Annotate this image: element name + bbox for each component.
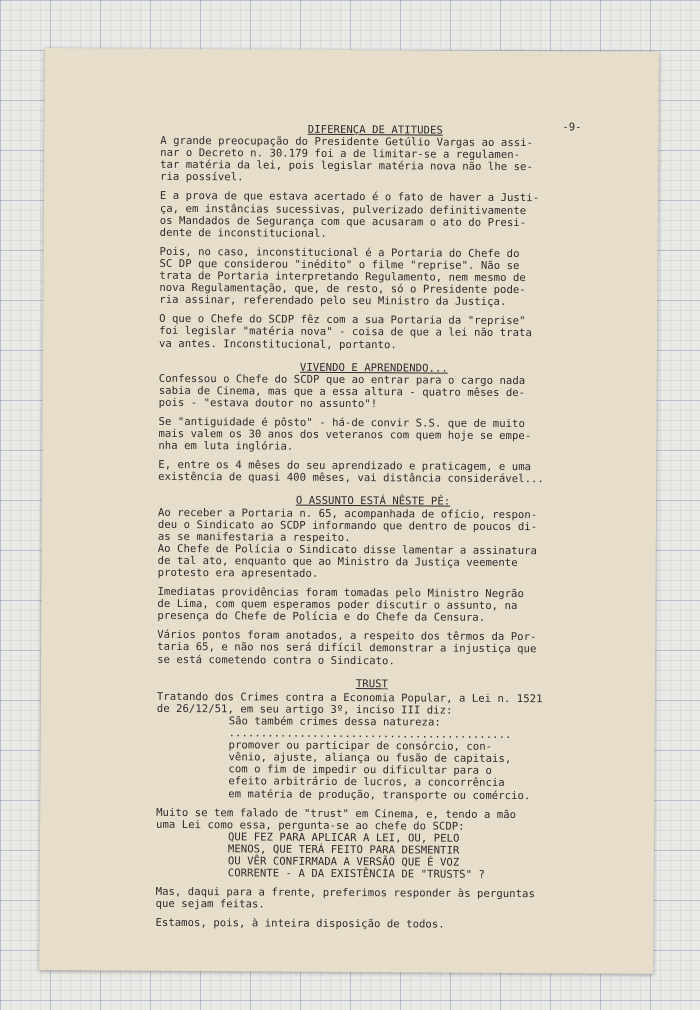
quote-title: São também crimes dessa natureza: — [228, 715, 441, 729]
page-number: -9- — [562, 121, 582, 134]
trust-intro: Tratando dos Crimes contra a Economia Popular, a Lei n. 1521 de 26/12/51, em seu artigo 3º, inciso III diz: — [156, 690, 543, 717]
paragraph: Imediatas providências foram tomadas pelo Ministro Negrão de Lima, com quem esperamos poder discutir o assunto, na presença do Chefe de Polícia e do Chefe da Censura. — [157, 585, 524, 625]
question-block: QUE FEZ PARA APLICAR A LEI, OU, PELO MENOS, QUE TERÁ FEITO PARA DESMENTIR OU VÊR CONFIRMADA A VERSÃO QUE É VOZ CORRENTE - A DA EXISTÊNCIA DE "TRUSTS" ? — [227, 831, 485, 881]
heading-trust: TRUST — [355, 677, 389, 690]
paragraph: Estamos, pois, à inteira disposição de todos. — [155, 917, 445, 931]
paragraph: Confessou o Chefe do SCDP que ao entrar para o cargo nada sabia de Cinema, mas que a essa altura - quatro mêses de- pois - "estava doutor no assunto"! — [158, 372, 526, 411]
heading-vivendo: VIVENDO E APRENDENDO... — [299, 361, 448, 375]
paragraph: Mas, daqui para a frente, preferimos responder às perguntas que sejam feitas. — [155, 885, 535, 911]
law-quote: promover ou participar de consórcio, con- vênio, ajuste, aliança ou fusão de capitais, com o fim de impedir ou dificultar para o efeito arbitrário de lucros, a concorrência em matéria de produção, transporte ou comércio. — [228, 739, 531, 802]
paragraph: Pois, no caso, inconstitucional é a Portaria do Chefe do SC DP que considerou "inédito" o filme "reprise". Não se trata de Portaria interpretando Regulamento, nem mesmo de nova Regulamentação, que, de resto, só o Presidente pode- ria assinar, referendado pelo seu Ministro da Justiça. — [159, 245, 526, 309]
paragraph: Muito se tem falado de "trust" em Cinema, e, tendo a mão uma Lei como essa, pergunta-se ao chefe do SCDP: — [156, 806, 517, 833]
paragraph: E, entre os 4 mêses do seu aprendizado e praticagem, e uma existência de quasi 400 mêses, vai distância considerável... — [158, 459, 544, 486]
paragraph: O que o Chefe do SCDP fêz com a sua Portaria da "reprise" foi legislar "matéria nova" - coisa de que a lei não trata va antes. Inconstitucional, portanto. — [158, 313, 532, 351]
paragraph: A grande preocupação do Presidente Getúlio Vargas ao assi- nar o Decreto n. 30.179 foi a de limitar-se a regulamen- tar matéria da lei, pois legislar matéria nova não lhe se- ria possível. — [159, 134, 534, 184]
ellipsis-line: ............................................ — [228, 727, 512, 742]
heading-assunto: O ASSUNTO ESTÁ NÊSTE PÉ: — [295, 495, 451, 509]
typed-document-page — [39, 48, 659, 974]
paragraph: Se "antiguidade é pôsto" - há-de convir S.S. que de muito mais valem os 30 anos dos veteranos com quem hoje se empe- nha em luta inglória. — [158, 415, 532, 453]
paragraph: E a prova de que estava acertado é o fato de haver a Justi- ça, em instâncias sucessivas, pulverizado definitivamente os Mandados de Segurança com que acusaram o ato do Presi- dente de inconstitucional. — [159, 190, 540, 240]
heading-diferenca: DIFERENÇA DE ATITUDES — [307, 123, 443, 137]
document-body — [155, 123, 590, 939]
paragraph: Ao receber a Portaria n. 65, acompanhada de ofício, respon- deu o Sindicato ao SCDP informando que dentro de poucos di- as se manifestaria a respeito. Ao Chefe de Polícia o Sindicato disse lamentar a assinatura de tal ato, enquanto que ao Ministro da Justiça veemente protesto era apresentado. — [157, 506, 538, 580]
paragraph: Vários pontos foram anotados, a respeito dos têrmos da Por- taria 65, e não nos será difícil demonstrar a injustiça que se está cometendo contra o Sindicato. — [157, 629, 537, 667]
